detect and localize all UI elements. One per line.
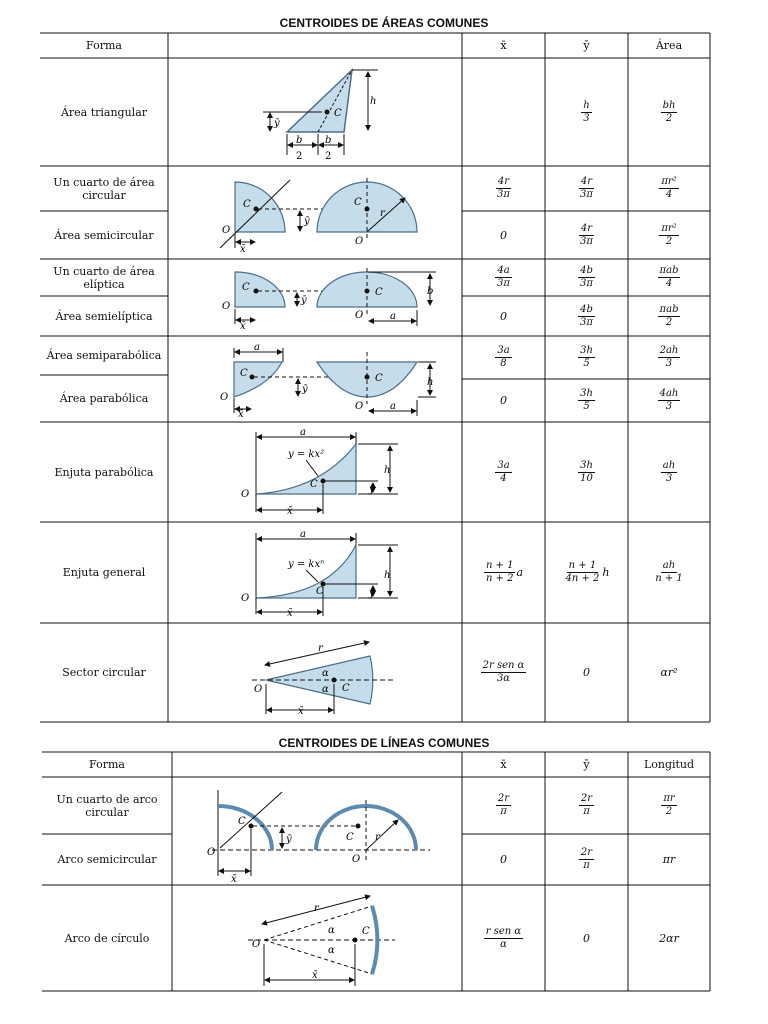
svg-text:O: O <box>355 236 364 247</box>
row-shape-name: Un cuarto de arco circular <box>56 792 158 819</box>
row-x-value: 0 <box>500 228 507 242</box>
circular-arcs-diagram <box>207 790 430 885</box>
svg-text:C: C <box>342 683 350 694</box>
svg-text:ȳ: ȳ <box>286 834 292 845</box>
row-shape-name: Sector circular <box>62 666 146 679</box>
areas-title: CENTROIDES DE ÁREAS COMUNES <box>279 16 489 30</box>
arc-of-circle-diagram <box>248 896 395 986</box>
svg-text:x̄: x̄ <box>231 874 237 885</box>
svg-text:a: a <box>390 401 396 412</box>
row-x-value: $\frac{3a}{8}$ <box>497 345 510 369</box>
svg-text:O: O <box>252 939 261 950</box>
svg-text:C: C <box>240 368 248 379</box>
svg-text:y = kx²: y = kx² <box>288 449 325 460</box>
header-x: x̄ <box>500 39 507 52</box>
row-y-value: $\frac{2r}{\pi}$ <box>580 793 593 817</box>
svg-text:2: 2 <box>325 151 332 162</box>
row-y-value: $\frac{3h}{5}$ <box>580 388 593 412</box>
parabolic-spandrel-diagram <box>241 427 398 517</box>
row-measure-value: $\frac{\text{πab}}{4}$ <box>659 265 679 289</box>
row-measure-value: $\frac{2ah}{3}$ <box>659 345 679 369</box>
row-measure-value: $\frac{\pi r}{2}$ <box>663 793 675 817</box>
row-x-value: $\frac{3a}{4}$ <box>497 459 510 484</box>
general-spandrel-diagram <box>241 529 398 619</box>
row-measure-value: 2αr <box>659 931 679 945</box>
svg-text:C: C <box>362 926 370 937</box>
svg-text:x̄: x̄ <box>287 608 293 619</box>
svg-text:x̄: x̄ <box>287 506 293 517</box>
row-shape-name: Arco semicircular <box>57 853 157 866</box>
svg-text:a: a <box>390 311 396 322</box>
svg-text:a: a <box>300 529 306 540</box>
row-measure-value: πr <box>662 853 676 866</box>
svg-text:h: h <box>384 570 391 581</box>
svg-text:C: C <box>242 282 250 293</box>
row-x-value <box>462 58 545 166</box>
parabolic-areas-diagram <box>220 342 436 420</box>
svg-text:y = kxⁿ: y = kxⁿ <box>288 559 325 570</box>
svg-text:C: C <box>316 586 324 597</box>
row-y-value: $\frac{4r}{3\pi}$ <box>580 222 593 247</box>
svg-text:x̄: x̄ <box>240 244 246 255</box>
svg-text:a: a <box>254 342 260 353</box>
svg-text:C: C <box>334 108 342 119</box>
header-shape: Forma <box>89 758 125 771</box>
svg-text:O: O <box>207 847 216 858</box>
row-measure-value: $\frac{ah}{n + 1}$ <box>655 560 683 584</box>
svg-text:C: C <box>354 197 362 208</box>
svg-text:ȳ: ȳ <box>301 295 307 306</box>
elliptical-areas-diagram <box>222 268 436 332</box>
svg-text:x̄: x̄ <box>240 321 246 332</box>
svg-text:α: α <box>322 684 329 695</box>
row-y-value: $\frac{4b}{3\pi}$ <box>580 265 593 289</box>
row-y-value: $\frac{3h}{10}$ <box>580 459 593 484</box>
svg-text:h: h <box>427 377 434 388</box>
svg-text:C: C <box>238 816 246 827</box>
svg-text:O: O <box>222 301 231 312</box>
row-y-value: $\frac{n + 1}{4n + 2}$ h <box>565 560 610 584</box>
row-x-value: $\frac{\text{2r sen α}}{3\alpha}$ <box>482 660 525 684</box>
svg-text:r: r <box>380 208 385 219</box>
row-shape-name: Un cuarto de área elíptica <box>53 264 155 291</box>
row-measure-value: $\frac{\text{πab}}{2}$ <box>659 303 679 328</box>
svg-text:r: r <box>375 832 380 843</box>
circular-sector-diagram <box>252 642 394 717</box>
row-measure-value: $\frac{\text{πr²}}{4}$ <box>661 176 677 200</box>
row-y-value: $\frac{3h}{5}$ <box>580 345 593 369</box>
svg-text:r: r <box>314 903 319 914</box>
row-shape-name: Área semicircular <box>54 228 154 242</box>
svg-text:ȳ: ȳ <box>369 588 375 599</box>
row-shape-name: Arco de círculo <box>64 931 150 945</box>
svg-text:ȳ: ȳ <box>274 118 280 129</box>
svg-text:x̄: x̄ <box>238 409 244 420</box>
svg-text:C: C <box>243 199 251 210</box>
row-measure-value: $\frac{ah}{3}$ <box>662 459 676 484</box>
svg-text:2: 2 <box>296 151 303 162</box>
triangle-diagram <box>263 70 378 162</box>
svg-text:ȳ: ȳ <box>369 484 375 495</box>
row-measure-value: $\frac{\text{πr²}}{2}$ <box>661 222 677 247</box>
row-x-value: $\frac{n + 1}{n + 2}$ a <box>485 560 524 584</box>
row-measure-value: $\frac{4ah}{3}$ <box>659 388 679 412</box>
svg-text:C: C <box>346 832 354 843</box>
row-y-value: $\frac{2r}{\pi}$ <box>580 847 593 871</box>
svg-text:O: O <box>241 593 250 604</box>
row-shape-name: Área triangular <box>60 105 148 119</box>
header-x: x̄ <box>500 758 507 771</box>
svg-text:O: O <box>220 392 229 403</box>
header-measure: Área <box>655 39 683 52</box>
svg-text:b: b <box>296 135 303 146</box>
svg-text:b: b <box>325 135 332 146</box>
svg-text:O: O <box>222 225 231 236</box>
header-y: ȳ <box>583 758 590 771</box>
svg-text:O: O <box>254 684 263 695</box>
svg-text:h: h <box>370 96 377 107</box>
header-y: ȳ <box>583 39 590 52</box>
row-y-value: 0 <box>583 666 590 679</box>
row-shape-name: Enjuta parabólica <box>54 465 154 479</box>
row-x-value: $\frac{2r}{\pi}$ <box>497 793 510 817</box>
row-shape-name: Área semiparabólica <box>46 349 162 362</box>
svg-text:O: O <box>352 854 361 865</box>
row-x-value: $\frac{4r}{3\pi}$ <box>497 176 510 200</box>
row-y-value: $\frac{h}{3}$ <box>583 99 590 124</box>
svg-text:α: α <box>328 925 335 936</box>
svg-text:α: α <box>322 668 329 679</box>
row-x-value: $\frac{4a}{3\pi}$ <box>497 265 510 289</box>
svg-text:C: C <box>310 479 318 490</box>
svg-text:x̄: x̄ <box>312 970 318 981</box>
row-shape-name: Área parabólica <box>59 392 149 405</box>
row-x-value: 0 <box>500 394 507 407</box>
svg-text:ȳ: ȳ <box>304 216 310 227</box>
lines-title: CENTROIDES DE LÍNEAS COMUNES <box>278 736 490 750</box>
svg-text:C: C <box>375 373 383 384</box>
circular-areas-diagram <box>220 178 417 255</box>
row-x-value: 0 <box>500 853 507 866</box>
svg-text:r: r <box>318 643 323 654</box>
row-x-value: 0 <box>500 309 507 323</box>
row-y-value: 0 <box>583 931 590 945</box>
svg-text:ȳ: ȳ <box>302 384 308 395</box>
row-x-value: $\frac{\text{r sen α}}{\alpha}$ <box>485 925 522 950</box>
row-shape-name: Un cuarto de área circular <box>53 175 155 202</box>
svg-text:x̄: x̄ <box>298 706 304 717</box>
header-measure: Longitud <box>643 758 695 771</box>
svg-text:h: h <box>384 465 391 476</box>
row-y-value: $\frac{4r}{3\pi}$ <box>580 176 593 200</box>
svg-text:C: C <box>375 287 383 298</box>
svg-text:a: a <box>300 427 306 438</box>
svg-text:O: O <box>241 489 250 500</box>
svg-text:O: O <box>355 401 364 412</box>
header-shape: Forma <box>86 39 122 52</box>
row-shape-name: Área semielíptica <box>55 309 153 323</box>
svg-text:α: α <box>328 945 335 956</box>
svg-text:O: O <box>355 310 364 321</box>
row-measure-value: αr² <box>660 666 678 679</box>
row-shape-name: Enjuta general <box>62 566 146 579</box>
row-y-value: $\frac{4b}{3\pi}$ <box>580 303 593 328</box>
row-measure-value: $\frac{bh}{2}$ <box>662 99 676 124</box>
svg-text:b: b <box>427 286 434 297</box>
